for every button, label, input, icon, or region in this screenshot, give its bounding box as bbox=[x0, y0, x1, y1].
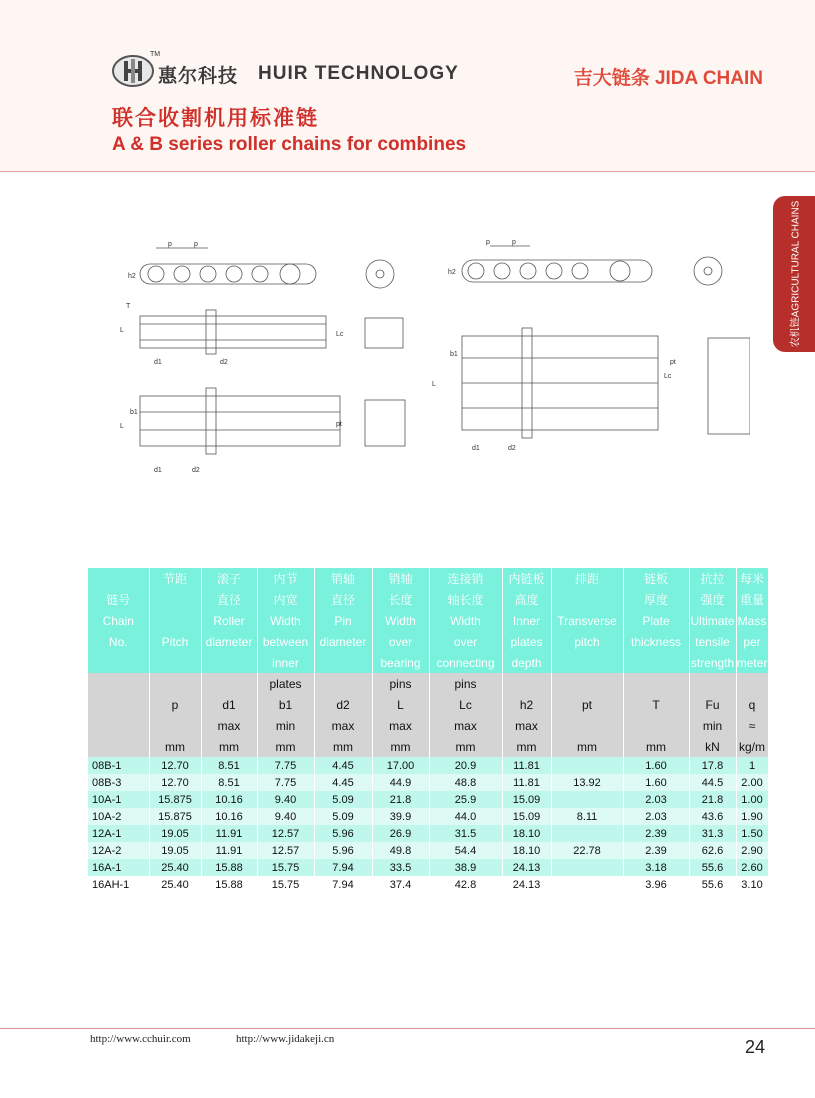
table-cell: 1.00 bbox=[736, 791, 768, 808]
table-cell: 1.60 bbox=[623, 774, 689, 791]
table-cell: max bbox=[502, 715, 551, 736]
table-cell: 33.5 bbox=[372, 859, 429, 876]
table-cell: 11.91 bbox=[201, 825, 257, 842]
table-cell: 10.16 bbox=[201, 791, 257, 808]
table-cell: 8.11 bbox=[551, 808, 623, 825]
duplex-plan-view bbox=[120, 388, 405, 474]
table-cell: 08B-1 bbox=[88, 757, 149, 774]
table-cell: mm bbox=[257, 736, 314, 757]
table-cell: max bbox=[372, 715, 429, 736]
table-cell: plates bbox=[257, 673, 314, 694]
table-cell: mm bbox=[623, 736, 689, 757]
table-cell bbox=[149, 652, 201, 673]
table-cell: 55.6 bbox=[689, 859, 736, 876]
trademark: TM bbox=[150, 51, 161, 58]
table-cell: 长度 bbox=[372, 589, 429, 610]
table-cell: max bbox=[429, 715, 502, 736]
huir-logo-icon bbox=[112, 54, 154, 88]
table-cell bbox=[201, 652, 257, 673]
table-cell: 1.90 bbox=[736, 808, 768, 825]
table-cell: 18.10 bbox=[502, 842, 551, 859]
table-cell: 高度 bbox=[502, 589, 551, 610]
table-cell: Width bbox=[372, 610, 429, 631]
table-cell: 5.09 bbox=[314, 791, 372, 808]
table-cell: 9.40 bbox=[257, 808, 314, 825]
table-cell: 滚子 bbox=[201, 568, 257, 589]
table-cell: 强度 bbox=[689, 589, 736, 610]
table-cell: mm bbox=[149, 736, 201, 757]
table-symbol-block bbox=[88, 673, 768, 757]
table-cell: 25.40 bbox=[149, 859, 201, 876]
table-cell: meter bbox=[736, 652, 768, 673]
table-cell: 内宽 bbox=[257, 589, 314, 610]
table-cell: 3.96 bbox=[623, 876, 689, 893]
table-cell: mm bbox=[502, 736, 551, 757]
table-cell bbox=[551, 791, 623, 808]
table-cell: Inner bbox=[502, 610, 551, 631]
table-cell: 7.75 bbox=[257, 757, 314, 774]
table-cell: 25.9 bbox=[429, 791, 502, 808]
table-cell: 7.94 bbox=[314, 859, 372, 876]
table-cell: strength bbox=[689, 652, 736, 673]
label-d2-b: d2 bbox=[192, 467, 200, 474]
table-cell: p bbox=[149, 694, 201, 715]
table-cell: Plate bbox=[623, 610, 689, 631]
table-cell bbox=[149, 715, 201, 736]
side-tab-label: 农机链AGRICULTURAL CHAINS bbox=[790, 200, 802, 348]
table-cell: Width bbox=[429, 610, 502, 631]
triplex-side-view bbox=[448, 239, 722, 285]
table-cell: 31.3 bbox=[689, 825, 736, 842]
table-cell: 39.9 bbox=[372, 808, 429, 825]
table-cell: 37.4 bbox=[372, 876, 429, 893]
table-cell bbox=[201, 673, 257, 694]
table-cell bbox=[88, 694, 149, 715]
table-cell: 49.8 bbox=[372, 842, 429, 859]
table-cell: 15.875 bbox=[149, 808, 201, 825]
table-row bbox=[88, 859, 768, 876]
table-cell: kN bbox=[689, 736, 736, 757]
table-cell: 2.00 bbox=[736, 774, 768, 791]
triplex-plan-view bbox=[432, 328, 750, 452]
label-d1-a: d1 bbox=[154, 359, 162, 366]
table-cell: 2.39 bbox=[623, 842, 689, 859]
table-header-block bbox=[88, 568, 768, 673]
table-cell: 24.13 bbox=[502, 859, 551, 876]
table-cell: connecting bbox=[429, 652, 502, 673]
table-cell: d1 bbox=[201, 694, 257, 715]
table-cell: Pitch bbox=[149, 631, 201, 652]
spec-table bbox=[88, 568, 769, 893]
table-cell: 16AH-1 bbox=[88, 876, 149, 893]
table-cell: 19.05 bbox=[149, 842, 201, 859]
table-cell bbox=[149, 589, 201, 610]
table-cell: 21.8 bbox=[372, 791, 429, 808]
table-cell: kg/m bbox=[736, 736, 768, 757]
table-cell: Width bbox=[257, 610, 314, 631]
table-cell: b1 bbox=[257, 694, 314, 715]
table-cell: 55.6 bbox=[689, 876, 736, 893]
table-cell bbox=[149, 673, 201, 694]
label-p1: p bbox=[168, 241, 172, 248]
table-cell: 直径 bbox=[314, 589, 372, 610]
table-cell: 链号 bbox=[88, 589, 149, 610]
footer-divider bbox=[0, 1028, 815, 1029]
table-cell: 内节 bbox=[257, 568, 314, 589]
table-cell: 15.88 bbox=[201, 859, 257, 876]
table-cell: mm bbox=[314, 736, 372, 757]
table-cell: over bbox=[429, 631, 502, 652]
simplex-plan-view bbox=[120, 303, 403, 366]
table-cell: 2.39 bbox=[623, 825, 689, 842]
table-symbol-row bbox=[88, 694, 768, 715]
table-data-block bbox=[88, 757, 768, 893]
footer-url-cchuir[interactable]: http://www.cchuir.com bbox=[90, 1033, 191, 1045]
footer-url-jidakeji[interactable]: http://www.jidakeji.cn bbox=[236, 1033, 335, 1045]
table-cell: 24.13 bbox=[502, 876, 551, 893]
table-cell: 25.40 bbox=[149, 876, 201, 893]
label-lc2: Lc bbox=[664, 373, 672, 380]
table-cell: 2.90 bbox=[736, 842, 768, 859]
table-cell: min bbox=[689, 715, 736, 736]
table-cell: 销轴 bbox=[314, 568, 372, 589]
table-cell: 2.60 bbox=[736, 859, 768, 876]
table-cell: T bbox=[623, 694, 689, 715]
table-header-row bbox=[88, 610, 768, 631]
table-cell: pins bbox=[429, 673, 502, 694]
label-l2: L bbox=[120, 423, 124, 430]
table-cell: between bbox=[257, 631, 314, 652]
table-cell: per bbox=[736, 631, 768, 652]
table-cell bbox=[736, 673, 768, 694]
table-cell: L bbox=[372, 694, 429, 715]
label-d1-c: d1 bbox=[472, 445, 480, 452]
table-cell: 17.00 bbox=[372, 757, 429, 774]
table-cell: 抗拉 bbox=[689, 568, 736, 589]
table-cell: 21.8 bbox=[689, 791, 736, 808]
table-cell: 31.5 bbox=[429, 825, 502, 842]
label-h2-b: h2 bbox=[448, 269, 456, 276]
label-lc1: Lc bbox=[336, 331, 344, 338]
table-header-row bbox=[88, 589, 768, 610]
table-cell: 10.16 bbox=[201, 808, 257, 825]
table-cell: 44.9 bbox=[372, 774, 429, 791]
table-cell bbox=[623, 652, 689, 673]
page-title-cn: 联合收割机用标准链 bbox=[112, 107, 319, 130]
table-cell: Fu bbox=[689, 694, 736, 715]
table-cell: 20.9 bbox=[429, 757, 502, 774]
table-cell: 15.09 bbox=[502, 791, 551, 808]
label-d2-c: d2 bbox=[508, 445, 516, 452]
label-t1: T bbox=[126, 303, 131, 310]
table-cell: 13.92 bbox=[551, 774, 623, 791]
table-cell bbox=[88, 715, 149, 736]
table-cell bbox=[689, 673, 736, 694]
table-cell: 12.70 bbox=[149, 774, 201, 791]
table-cell: 7.94 bbox=[314, 876, 372, 893]
table-cell bbox=[551, 652, 623, 673]
table-cell: 15.875 bbox=[149, 791, 201, 808]
side-section-tab bbox=[773, 196, 815, 352]
table-cell: 内链板 bbox=[502, 568, 551, 589]
label-pt1: pt bbox=[336, 421, 342, 428]
table-cell: 5.09 bbox=[314, 808, 372, 825]
table-cell: Roller bbox=[201, 610, 257, 631]
label-p2: p bbox=[194, 241, 198, 248]
table-cell: 11.81 bbox=[502, 774, 551, 791]
table-cell: depth bbox=[502, 652, 551, 673]
table-cell: d2 bbox=[314, 694, 372, 715]
table-cell bbox=[551, 673, 623, 694]
table-cell: 15.09 bbox=[502, 808, 551, 825]
label-b1-a: b1 bbox=[130, 409, 138, 416]
table-cell: 15.75 bbox=[257, 876, 314, 893]
table-row bbox=[88, 876, 768, 893]
table-cell: mm bbox=[551, 736, 623, 757]
table-row bbox=[88, 774, 768, 791]
table-cell: 12.57 bbox=[257, 842, 314, 859]
table-cell: 10A-1 bbox=[88, 791, 149, 808]
table-cell: 08B-3 bbox=[88, 774, 149, 791]
table-cell: 48.8 bbox=[429, 774, 502, 791]
table-cell: Pin bbox=[314, 610, 372, 631]
table-cell bbox=[551, 757, 623, 774]
table-cell: min bbox=[257, 715, 314, 736]
table-cell: diameter bbox=[314, 631, 372, 652]
label-p4: p bbox=[512, 239, 516, 246]
table-cell: 12.70 bbox=[149, 757, 201, 774]
table-cell: 2.03 bbox=[623, 808, 689, 825]
table-cell: 15.75 bbox=[257, 859, 314, 876]
label-pt2: pt bbox=[670, 359, 676, 366]
table-cell bbox=[623, 673, 689, 694]
table-cell bbox=[551, 876, 623, 893]
label-l1: L bbox=[120, 327, 124, 334]
table-cell: mm bbox=[372, 736, 429, 757]
table-cell: mm bbox=[201, 736, 257, 757]
table-cell: over bbox=[372, 631, 429, 652]
table-cell: No. bbox=[88, 631, 149, 652]
table-cell bbox=[88, 652, 149, 673]
chain-drawings bbox=[110, 228, 750, 488]
table-cell: 11.81 bbox=[502, 757, 551, 774]
label-l3: L bbox=[432, 381, 436, 388]
table-cell: pt bbox=[551, 694, 623, 715]
table-cell: 厚度 bbox=[623, 589, 689, 610]
table-cell: 8.51 bbox=[201, 757, 257, 774]
table-cell: 43.6 bbox=[689, 808, 736, 825]
table-cell: diameter bbox=[201, 631, 257, 652]
table-cell: 38.9 bbox=[429, 859, 502, 876]
table-cell bbox=[551, 825, 623, 842]
table-symbol-row bbox=[88, 673, 768, 694]
table-cell: 62.6 bbox=[689, 842, 736, 859]
table-cell: Chain bbox=[88, 610, 149, 631]
table-cell: h2 bbox=[502, 694, 551, 715]
simplex-side-view bbox=[128, 241, 394, 288]
table-cell: Ultimate bbox=[689, 610, 736, 631]
table-cell: 22.78 bbox=[551, 842, 623, 859]
table-cell: mm bbox=[429, 736, 502, 757]
table-cell: 26.9 bbox=[372, 825, 429, 842]
table-row bbox=[88, 825, 768, 842]
table-row bbox=[88, 842, 768, 859]
table-cell: 9.40 bbox=[257, 791, 314, 808]
table-cell: inner bbox=[257, 652, 314, 673]
table-cell: 7.75 bbox=[257, 774, 314, 791]
table-cell: 44.0 bbox=[429, 808, 502, 825]
table-cell: 1.50 bbox=[736, 825, 768, 842]
table-cell: 4.45 bbox=[314, 757, 372, 774]
table-cell: 每米 bbox=[736, 568, 768, 589]
brand-name-en: HUIR TECHNOLOGY bbox=[258, 63, 459, 84]
table-cell: 2.03 bbox=[623, 791, 689, 808]
label-d1-b: d1 bbox=[154, 467, 162, 474]
table-cell: 18.10 bbox=[502, 825, 551, 842]
table-cell: 12A-1 bbox=[88, 825, 149, 842]
table-cell bbox=[88, 568, 149, 589]
table-cell: Lc bbox=[429, 694, 502, 715]
table-cell: 17.8 bbox=[689, 757, 736, 774]
table-cell: 16A-1 bbox=[88, 859, 149, 876]
table-cell: 节距 bbox=[149, 568, 201, 589]
label-p3: p bbox=[486, 239, 490, 246]
table-header-row bbox=[88, 631, 768, 652]
table-cell: max bbox=[314, 715, 372, 736]
table-cell: plates bbox=[502, 631, 551, 652]
table-cell: 12A-2 bbox=[88, 842, 149, 859]
table-cell bbox=[88, 673, 149, 694]
table-cell: 10A-2 bbox=[88, 808, 149, 825]
table-cell: 3.18 bbox=[623, 859, 689, 876]
table-row bbox=[88, 757, 768, 774]
table-cell: 直径 bbox=[201, 589, 257, 610]
table-cell bbox=[551, 859, 623, 876]
table-cell: tensile bbox=[689, 631, 736, 652]
table-cell: 链板 bbox=[623, 568, 689, 589]
table-cell bbox=[551, 589, 623, 610]
table-cell: 1 bbox=[736, 757, 768, 774]
table-cell: 重量 bbox=[736, 589, 768, 610]
table-cell: ≈ bbox=[736, 715, 768, 736]
table-cell: 5.96 bbox=[314, 842, 372, 859]
table-header-row bbox=[88, 652, 768, 673]
table-cell: 连接销 bbox=[429, 568, 502, 589]
table-cell: 19.05 bbox=[149, 825, 201, 842]
table-cell: Mass bbox=[736, 610, 768, 631]
table-cell bbox=[314, 652, 372, 673]
table-row bbox=[88, 808, 768, 825]
table-cell: 3.10 bbox=[736, 876, 768, 893]
table-cell: 12.57 bbox=[257, 825, 314, 842]
table-cell: pitch bbox=[551, 631, 623, 652]
table-row bbox=[88, 791, 768, 808]
header-divider bbox=[0, 171, 815, 172]
table-cell: 8.51 bbox=[201, 774, 257, 791]
label-h2: h2 bbox=[128, 273, 136, 280]
table-cell: 15.88 bbox=[201, 876, 257, 893]
page-number: 24 bbox=[745, 1037, 766, 1057]
table-cell: 5.96 bbox=[314, 825, 372, 842]
table-cell: 4.45 bbox=[314, 774, 372, 791]
table-cell bbox=[502, 673, 551, 694]
table-cell bbox=[149, 610, 201, 631]
table-cell: max bbox=[201, 715, 257, 736]
jida-chain-brand: 吉大链条 JIDA CHAIN bbox=[573, 68, 763, 89]
table-header-row bbox=[88, 568, 768, 589]
table-cell: 44.5 bbox=[689, 774, 736, 791]
table-cell: q bbox=[736, 694, 768, 715]
table-cell: 1.60 bbox=[623, 757, 689, 774]
table-cell: 排距 bbox=[551, 568, 623, 589]
table-cell bbox=[88, 736, 149, 757]
brand-name-cn: 惠尔科技 bbox=[158, 66, 239, 87]
page-title-en: A & B series roller chains for combines bbox=[112, 134, 467, 155]
table-cell: 轴长度 bbox=[429, 589, 502, 610]
table-cell: pins bbox=[372, 673, 429, 694]
table-cell: 42.8 bbox=[429, 876, 502, 893]
table-cell bbox=[551, 715, 623, 736]
label-b1-b: b1 bbox=[450, 351, 458, 358]
table-cell bbox=[623, 715, 689, 736]
table-cell: thickness bbox=[623, 631, 689, 652]
table-cell: 11.91 bbox=[201, 842, 257, 859]
table-cell: Transverse bbox=[551, 610, 623, 631]
table-cell: bearing bbox=[372, 652, 429, 673]
table-cell: 销轴 bbox=[372, 568, 429, 589]
table-cell bbox=[314, 673, 372, 694]
table-symbol-row bbox=[88, 736, 768, 757]
table-cell: 54.4 bbox=[429, 842, 502, 859]
label-d2-a: d2 bbox=[220, 359, 228, 366]
table-symbol-row bbox=[88, 715, 768, 736]
